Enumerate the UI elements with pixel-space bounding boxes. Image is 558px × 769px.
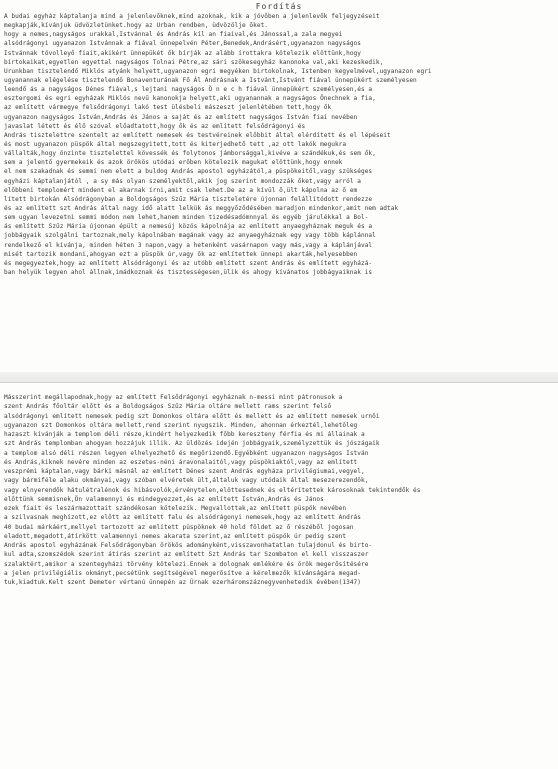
text-line: András apostol egyházának Felsődrágonyban örökös adományként,visszavonhatatlan tulajdonul és birto- bbox=[4, 542, 373, 549]
text-line: 40 budai márkáért,mellyel tartozott az említett püspöknek 40 hold földet az ő részéből jogosan bbox=[4, 523, 354, 531]
text-line: misét tartozik mondani,ahogyan ezt a püspök úr,vagy ők az említettek ünnepi akarták,helyesebben bbox=[4, 250, 358, 258]
text-line: ezek fiait és leszármazottait szándékosan kötelezik. Megvallottak,az említett püspök nevében bbox=[4, 505, 347, 512]
text-line: tuk,kiadtuk.Kelt szent Demeter vértanú ünnepén az Úrnak ezerháromszáznegyvenhetedik évében(1347) bbox=[4, 579, 361, 586]
text-line: a templom alsó déli részen legyen elhelyezhető és megőrizendő.Egyébként ugyanazon nagyságos István bbox=[4, 449, 369, 457]
text-line: előbbeni templomért mindent el akarnak írni,amit csak lehet.De az a kívül ő,ült kápolna az ő em bbox=[4, 186, 358, 194]
page-separator bbox=[0, 372, 558, 382]
text-line: szt András templomban ahogyan hozzájuk illik. Az üldözés idején jobbágyaik,személyzettük és jószágaik bbox=[4, 440, 380, 448]
top-text-block bbox=[4, 12, 554, 277]
text-line: egyházi káptalanjától , a sy más olyan személyektől,akik jog szerint mondozzák őket,vagy arról a bbox=[4, 177, 361, 185]
text-line: ugyanazon szt Domonkos oltára mellett,rend szerint nyugszik. Minden, ahonnan érkeztél,lehetőleg bbox=[4, 421, 358, 429]
text-line: rendelkező el kívánja, minden héten 3 napon,vagy a hetenként vasárnapon vagy más,vagy a káplánjával bbox=[4, 241, 373, 249]
text-line: alsódrágonyi ugyanazon Istvánnak a fiával ünnepelvén Péter,Benedek,Andrásért,ugyanazon nagyságos bbox=[4, 40, 361, 48]
text-line: sem ugyan levezetni semmi módon nem lehet,hanem minden tizedésadómnnyal és egyéb járulékkal a Bol- bbox=[4, 214, 369, 222]
text-line: az említett vármegye felsődrágonyi lakó test ülésbeli mászeszt jelenlétében tett,hogy ők bbox=[4, 104, 332, 112]
text-line: a jelen privilégiális okmányt,pecsétünk segítségével megerősítve a kérelmezők kívánságára megad- bbox=[4, 569, 361, 577]
text-line: kul adta,szomszédok szerint átírás szerint az említett Szt András tar Szombaton el kell visszaszer bbox=[4, 551, 369, 559]
text-line: hazaszt kívánják a templom déli része,kindért helyezkedik főbb kereszteny férfia és mi állainak a bbox=[4, 431, 365, 438]
text-line: ugyanazon nagyságos István,András és János a saját és az említett nagyságos István fiai nevében bbox=[4, 113, 358, 121]
text-line: Urunkban tisztelendő Miklós atyánk helyett,ugyanazon egri megyéken birtokolnak, Istenben kegyelmével,ugyanazon egri bbox=[4, 67, 432, 75]
document-page-top bbox=[0, 0, 558, 372]
text-line: vagy bármiféle alaku okmányai,vagy szóban elvéretek ült,általuk vagy utódaik által mesezerezendők, bbox=[4, 477, 369, 485]
text-line: szent András főoltár előtt és a Boldogságos Szűz Mária oltáre mellett rams szerint felső bbox=[4, 403, 332, 411]
text-line: ás említett Szűz Mária újonnan épült a nemesúj közös kápolnája az említett anyaegyháznak meguk és a bbox=[4, 223, 373, 231]
text-line: birtokaikat,egyetlen egyettal nagyságos Tolnai Pétre,az sári szőkesegyház kanonoka val,aki kezeskedik, bbox=[4, 58, 384, 66]
bottom-text-block bbox=[4, 393, 554, 587]
text-line: lített birtokán Alsódrágonyban a Boldogságos Szűz Mária tiszteletére újonnan felállítódott rendezze bbox=[4, 195, 373, 203]
text-line: vállalták,hogy önzinte tisztelettel kövessék és folytonos jámborsággal,kivéve a szándékuk,és sem ők, bbox=[4, 150, 376, 158]
text-line: Istvánnak tövolleyő fiait,akikért ünnepükét ők bírják az alább írottakra kötelezik elöttünk,hogy bbox=[4, 49, 361, 57]
text-line: hogy a nemes,nagyságos urakkal,Istvánnal és András kíl an fiaival,és Jánossal,a zala megyei bbox=[4, 31, 343, 39]
text-line: javaslat létett és élő szóval előadtatott,hogy ők és az említett felsődrágonyi és bbox=[4, 122, 306, 130]
text-line: a szilvasnak meghízott,ez előtt az említett falu és alsódrágonyi nemesek,hogy az említett András bbox=[4, 514, 361, 522]
text-line: szalaktért,amikor a szentegyházi törvény kötelezi.Ennek a dolognak emlékére és örök megerősítésére bbox=[4, 560, 369, 568]
text-line: eladott,megadott,átírkött valamennyi nemes akarata szerint,az említett püspök úr pedig szent bbox=[4, 532, 347, 540]
text-line: A budai egyház káptalanja mind a jelenlevőknek,mind azoknak, kik a jövőben a jelenlevők feljegyzéseit bbox=[4, 13, 380, 20]
document-title: Fordítás bbox=[255, 2, 303, 11]
text-line: András tisztelettre szentelt az említett nemesek és testvéreinek előbbit által elérdített és el lépéseit bbox=[4, 131, 391, 139]
text-line: és András,kiknek nevére minden az eszetes-néni áravonalaitól,vagy püspökiaktól,vagy az említett bbox=[4, 458, 358, 466]
text-line: sem a jelentő gyermekeik és azok örökös utódai erőben kötelezik magukat elöttünk,hogy ennek bbox=[4, 159, 343, 167]
text-line: Másszerint megállapodnak,hogy az említett Felsődrágonyi egyháznak n-messi mint pátronusok a bbox=[4, 394, 343, 401]
text-line: veszprémi káptalan,vagy bárki másnál az említett Dénes szent András egyháza privilégiumai,vegyel, bbox=[4, 468, 365, 475]
text-line: és megegyeztek,hogy az említett Alsódrágonyi és az utóbb említett szent András és említett egyházá- bbox=[4, 259, 373, 267]
text-line: ban helyük legyen ahol állnak,imádkoznak és tisztességesen,ülik és ahogy kívánatos jobbágyaiknak is bbox=[4, 268, 373, 276]
text-line: megkapják,kívánjuk üdvözletünket.hogy az Urban rendben, üdvözölje őket. bbox=[4, 22, 269, 30]
text-line: vagy elnyerendők hátulétralénok és hibásvolók,érvénytelen,elöttesednek és eltérítettek károsoknak tekintendők és bbox=[4, 486, 421, 494]
document-page-bottom bbox=[0, 382, 558, 769]
text-line: előttünk semmisnek,Ön valamennyi és mindegyezzet,és az említett István,András és János bbox=[4, 495, 324, 503]
text-line: esztergomi és egri egyházak Miklós nevű kanonokja helyett,aki ugyanannak a nagyságos Önechnek a fia, bbox=[4, 95, 376, 103]
text-line: jobbágyaik szolgálni tartoznak,mely kápolnában magának vagy az anyaegyháznak egy vagy több káplánnal bbox=[4, 232, 376, 240]
text-line: leendő ás a nagyságos Dénes fiával,s lejtani nagyságos Ö n e c h fiával ünnepükért személyesen,és a bbox=[4, 86, 373, 94]
text-line: alsódrágonyi említett nemesek pedig szt Domonkos oltára előtt és mellett és az említett nemesek urnői bbox=[4, 412, 380, 420]
text-line: el nem szakadnak és semmi nem elett a buldog András apostol egyházától,a püspökeitől,vagy szükséges bbox=[4, 168, 373, 176]
text-line: és az említett szt András által nagy idő alatt lelkük ás meggyőződésében maradjon mindenkor,amit nem adtak bbox=[4, 204, 399, 212]
text-line: és most ugyanazon püspök által megszegyitett,tott és kiterjedhető tett ,az ott lakók megukra bbox=[4, 140, 347, 148]
text-line: ugyanannak elégelése tisztelendő Bonaventurának Fő Ál Andrásnak a Istvánt,Istvánt fiával ünnepükért személyesen bbox=[4, 76, 417, 84]
